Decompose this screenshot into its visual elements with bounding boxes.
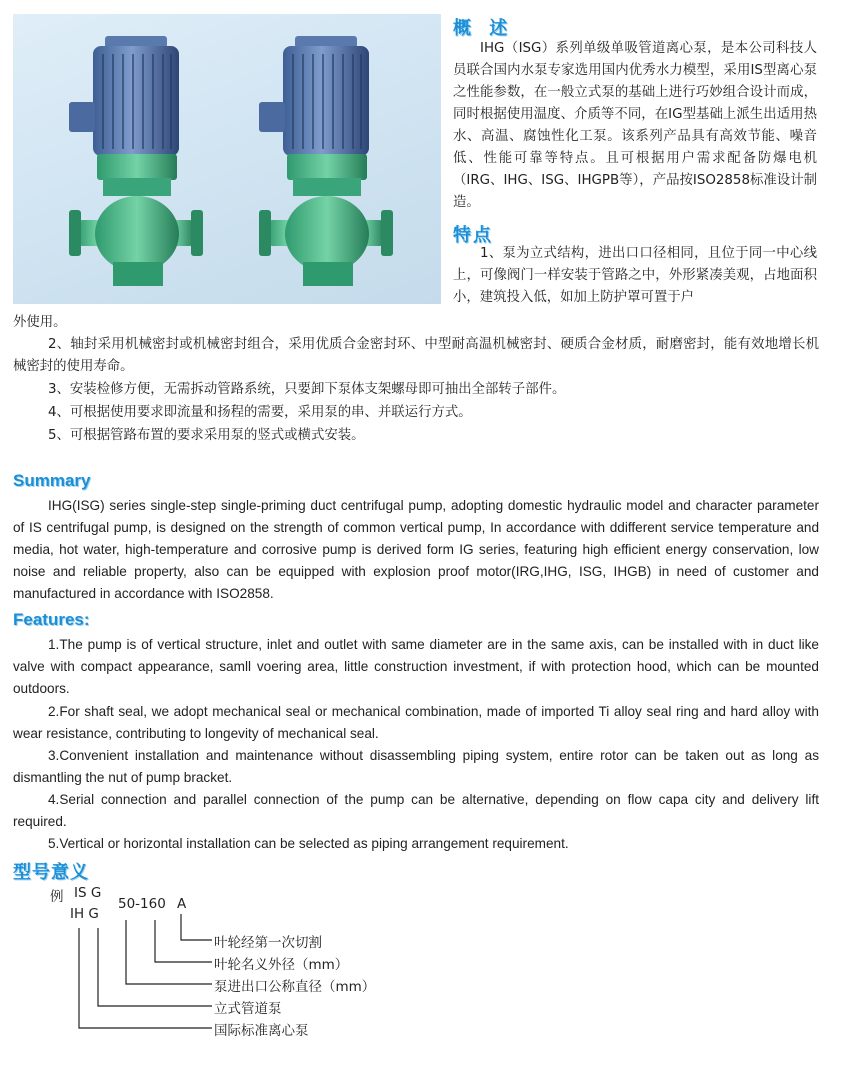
- model-code-line-1: IS G: [74, 885, 102, 901]
- features-en-item-4: 4.Serial connection and parallel connection of the pump can be alternative, depending on flow capa city and delivery lift required.: [13, 792, 819, 829]
- features-cn-heading: 特点: [453, 225, 493, 246]
- features-en-item-3: 3.Convenient installation and maintenance without disassembling piping system, entire rotor can be taken out as long as dismantling the nut of pump bracket.: [13, 748, 819, 785]
- model-label-cut: 叶轮经第一次切割: [214, 935, 322, 951]
- features-en-item-1: 1.The pump is of vertical structure, inlet and outlet with same diameter are in the same axis, can be installed with in duct like valve with compact appearance, samll voering area, little construction investment, if with protection hood, which can be mounted outdoors.: [13, 637, 819, 696]
- summary-heading: Summary: [13, 471, 91, 490]
- model-code-line-2: IH G: [70, 906, 99, 922]
- features-en-item-2: 2.For shaft seal, we adopt mechanical seal or mechanical combination, made of imported Ti alloy seal ring and hard alloy with wear resistance, contributing to longevity of mechanical seal.: [13, 704, 819, 741]
- overview-heading: 概 述: [453, 18, 514, 39]
- model-label-nominal-diameter: 泵进出口公称直径（mm）: [214, 979, 376, 995]
- features-cn-item-4: 4、可根据使用要求即流量和扬程的需要，采用泵的串、并联运行方式。: [48, 405, 472, 420]
- overview-text: IHG（ISG）系列单级单吸管道离心泵，是本公司科技人员联合国内水泵专家选用国内优秀水力模型，采用IS型离心泵之性能参数，在一般立式泵的基础上进行巧妙组合设计而成，同时根据使用温度、介质等不同，在IG型基础上派生出适用热水、高温、腐蚀性化工泵。该系列产品具有高效节能、噪音低、性能可靠等特点。且可根据用户需求配备防爆电机（IRG、IHG、ISG、IHGPB等），产品按ISO2858标准设计制造。: [453, 41, 817, 210]
- model-meaning-heading: 型号意义: [13, 862, 89, 883]
- features-cn-item-2: 2、轴封采用机械密封或机械密封组合，采用优质合金密封环、中型耐高温机械密封、硬质合金材质，耐磨密封，能有效地增长机械密封的使用寿命。: [13, 337, 819, 374]
- example-label: 例: [50, 889, 64, 905]
- features-en-item-5: 5.Vertical or horizontal installation can be selected as piping arrangement requirement.: [48, 836, 569, 851]
- features-cn-item-1: 1、泵为立式结构，进出口口径相同，且位于同一中心线上，可像阀门一样安装于管路之中，外形紧凑美观，占地面积小，建筑投入低，如加上防护罩可置于户: [453, 246, 817, 305]
- model-label-iso-pump: 国际标准离心泵: [214, 1023, 309, 1039]
- model-code-suffix: A: [177, 896, 187, 912]
- features-cn-item-5: 5、可根据管路布置的要求采用泵的竖式或横式安装。: [48, 428, 365, 443]
- features-cn-item-3: 3、安装检修方便，无需拆动管路系统，只要卸下泵体支架螺母即可抽出全部转子部件。: [48, 382, 566, 397]
- features-cn-item-1-cont: 外使用。: [13, 315, 67, 330]
- summary-text: IHG(ISG) series single-step single-priming duct centrifugal pump, adopting domestic hydraulic model and character parameter of IS centrifugal pump, is designed on the strength of common vertical pump, In accordance with ddifferent service temperature and media, hot water, high-temperature and corrosive pump is derived form IG series, featuring high efficient energy conservation, low noise and reliable property, also can be equipped with explosion proof motor(IRG,IHG, ISG, IHGB) in need of customer and manufactured in accordance with ISO2858.: [13, 498, 819, 601]
- model-label-vertical-pump: 立式管道泵: [214, 1001, 282, 1017]
- model-label-impeller-diameter: 叶轮名义外径（mm）: [214, 957, 349, 973]
- model-code-numbers: 50-160: [118, 896, 166, 912]
- features-en-heading: Features:: [13, 610, 90, 629]
